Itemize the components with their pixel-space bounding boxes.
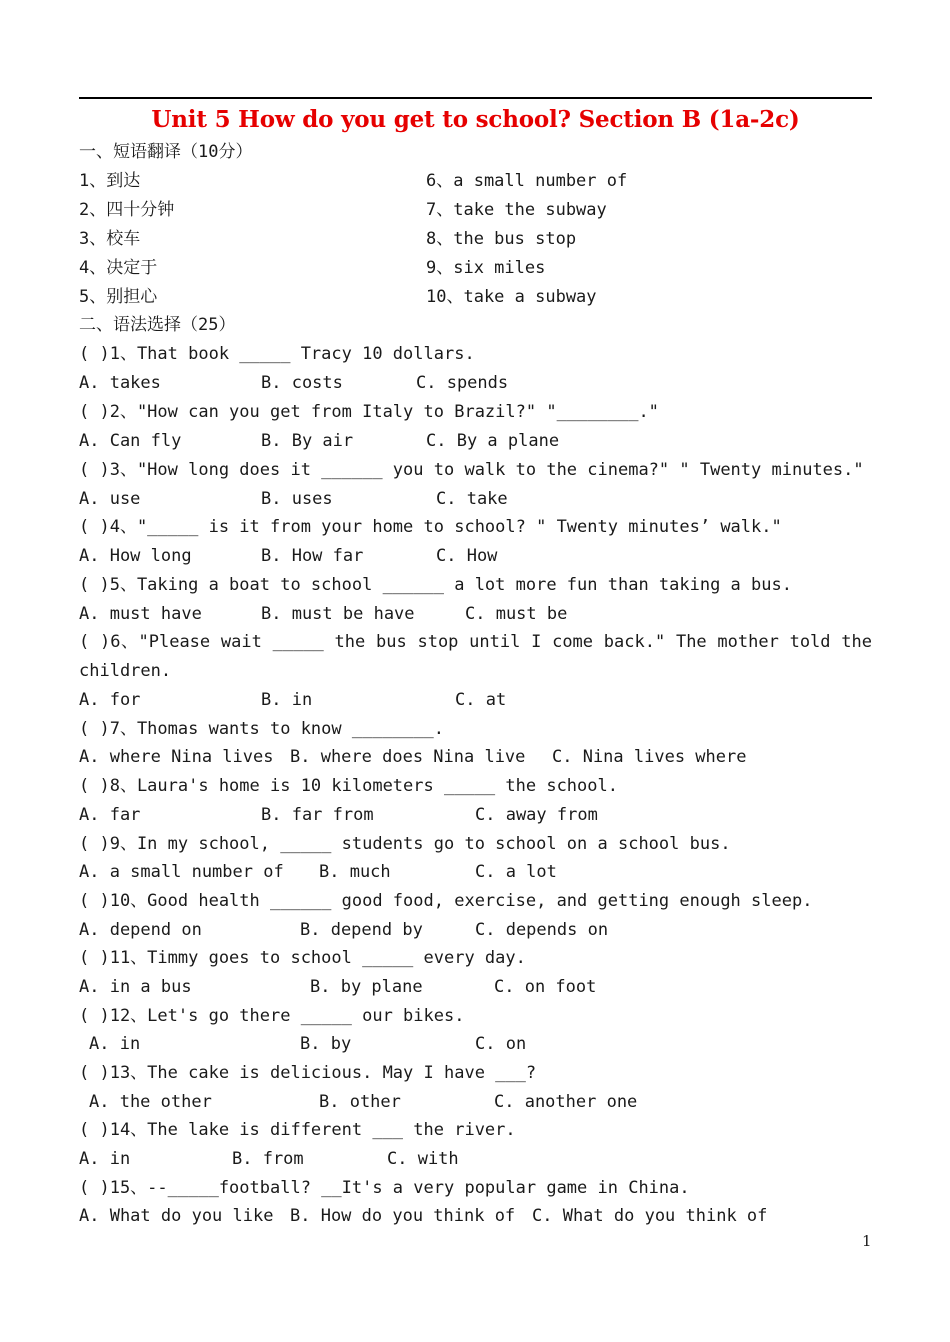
phrase-item: 8、the bus stop bbox=[426, 229, 577, 249]
option-b: B. How far bbox=[261, 546, 364, 566]
option-a: A. a small number of bbox=[79, 862, 284, 882]
section2-heading: 二、语法选择（25） bbox=[79, 315, 236, 335]
option-c: C. on bbox=[475, 1034, 527, 1054]
phrase-item: 7、take the subway bbox=[426, 200, 607, 220]
option-c: C. another one bbox=[494, 1092, 638, 1112]
question-stem: ( )3、"How long does it ______ you to walk to the cinema?" " Twenty minutes." bbox=[79, 460, 864, 480]
phrase-item: 4、决定于 bbox=[79, 258, 158, 278]
question-stem-line: ( )6、"Please wait _____ the bus stop until I come back." The mother told the bbox=[79, 632, 872, 652]
option-a: A. where Nina lives bbox=[79, 747, 274, 767]
option-b: B. How do you think of bbox=[290, 1206, 516, 1226]
option-c: C. What do you think of bbox=[532, 1206, 768, 1226]
option-c: C. a lot bbox=[475, 862, 557, 882]
option-b: B. where does Nina live bbox=[290, 747, 526, 767]
option-b: B. by bbox=[300, 1034, 352, 1054]
question-stem: ( )1、That book _____ Tracy 10 dollars. bbox=[79, 344, 475, 364]
option-a: A. Can fly bbox=[79, 431, 182, 451]
section1-heading: 一、短语翻译（10分） bbox=[79, 142, 253, 162]
option-b: B. depend by bbox=[300, 920, 423, 940]
option-b: B. in bbox=[261, 690, 313, 710]
option-b: B. from bbox=[232, 1149, 304, 1169]
option-a: A. use bbox=[79, 489, 141, 509]
option-c: C. How bbox=[436, 546, 498, 566]
option-a: A. far bbox=[79, 805, 141, 825]
phrase-item: 1、到达 bbox=[79, 171, 141, 191]
option-c: C. must be bbox=[465, 604, 568, 624]
option-c: C. spends bbox=[416, 373, 509, 393]
option-b: B. other bbox=[319, 1092, 401, 1112]
option-c: C. on foot bbox=[494, 977, 597, 997]
option-c: C. at bbox=[455, 690, 507, 710]
question-stem: ( )4、"_____ is it from your home to school? " Twenty minutes’ walk." bbox=[79, 517, 782, 537]
option-b: B. much bbox=[319, 862, 391, 882]
option-a: A. in bbox=[89, 1034, 141, 1054]
phrase-item: 6、a small number of bbox=[426, 171, 628, 191]
question-stem: ( )15、--_____football? __It's a very popular game in China. bbox=[79, 1178, 690, 1198]
option-a: A. for bbox=[79, 690, 141, 710]
question-stem: ( )10、Good health ______ good food, exercise, and getting enough sleep. bbox=[79, 891, 813, 911]
option-c: C. By a plane bbox=[426, 431, 560, 451]
option-a: A. How long bbox=[79, 546, 192, 566]
option-c: C. with bbox=[387, 1149, 459, 1169]
option-b: B. uses bbox=[261, 489, 333, 509]
header-rule bbox=[79, 97, 872, 99]
question-stem bbox=[79, 628, 872, 686]
option-b: B. costs bbox=[261, 373, 343, 393]
question-stem: ( )13、The cake is delicious. May I have ___? bbox=[79, 1063, 537, 1083]
question-stem: ( )2、"How can you get from Italy to Brazil?" "________." bbox=[79, 402, 659, 422]
question-stem: ( )14、The lake is different ___ the river. bbox=[79, 1120, 516, 1140]
question-stem: ( )7、Thomas wants to know ________. bbox=[79, 719, 444, 739]
option-a: A. the other bbox=[89, 1092, 212, 1112]
option-a: A. must have bbox=[79, 604, 202, 624]
question-stem: ( )9、In my school, _____ students go to school on a school bus. bbox=[79, 834, 731, 854]
phrase-item: 3、校车 bbox=[79, 229, 141, 249]
question-stem: ( )11、Timmy goes to school _____ every day. bbox=[79, 948, 526, 968]
option-b: B. far from bbox=[261, 805, 374, 825]
question-stem: ( )12、Let's go there _____ our bikes. bbox=[79, 1006, 465, 1026]
option-a: A. depend on bbox=[79, 920, 202, 940]
question-stem: ( )5、Taking a boat to school ______ a lot more fun than taking a bus. bbox=[79, 575, 792, 595]
question-stem-line: children. bbox=[79, 661, 172, 681]
option-c: C. away from bbox=[475, 805, 598, 825]
option-c: C. depends on bbox=[475, 920, 609, 940]
option-b: B. By air bbox=[261, 431, 354, 451]
option-b: B. by plane bbox=[310, 977, 423, 997]
document-title: Unit 5 How do you get to school? Section B (1a-2c) bbox=[151, 106, 800, 133]
phrase-item: 2、四十分钟 bbox=[79, 200, 175, 220]
option-c: C. take bbox=[436, 489, 508, 509]
phrase-item: 10、take a subway bbox=[426, 287, 597, 307]
option-a: A. What do you like bbox=[79, 1206, 274, 1226]
option-a: A. takes bbox=[79, 373, 161, 393]
question-stem: ( )8、Laura's home is 10 kilometers _____ the school. bbox=[79, 776, 618, 796]
option-c: C. Nina lives where bbox=[552, 747, 747, 767]
option-b: B. must be have bbox=[261, 604, 415, 624]
option-a: A. in a bus bbox=[79, 977, 192, 997]
phrase-item: 9、six miles bbox=[426, 258, 546, 278]
option-a: A. in bbox=[79, 1149, 131, 1169]
page-number: 1 bbox=[862, 1232, 872, 1250]
phrase-item: 5、别担心 bbox=[79, 287, 158, 307]
